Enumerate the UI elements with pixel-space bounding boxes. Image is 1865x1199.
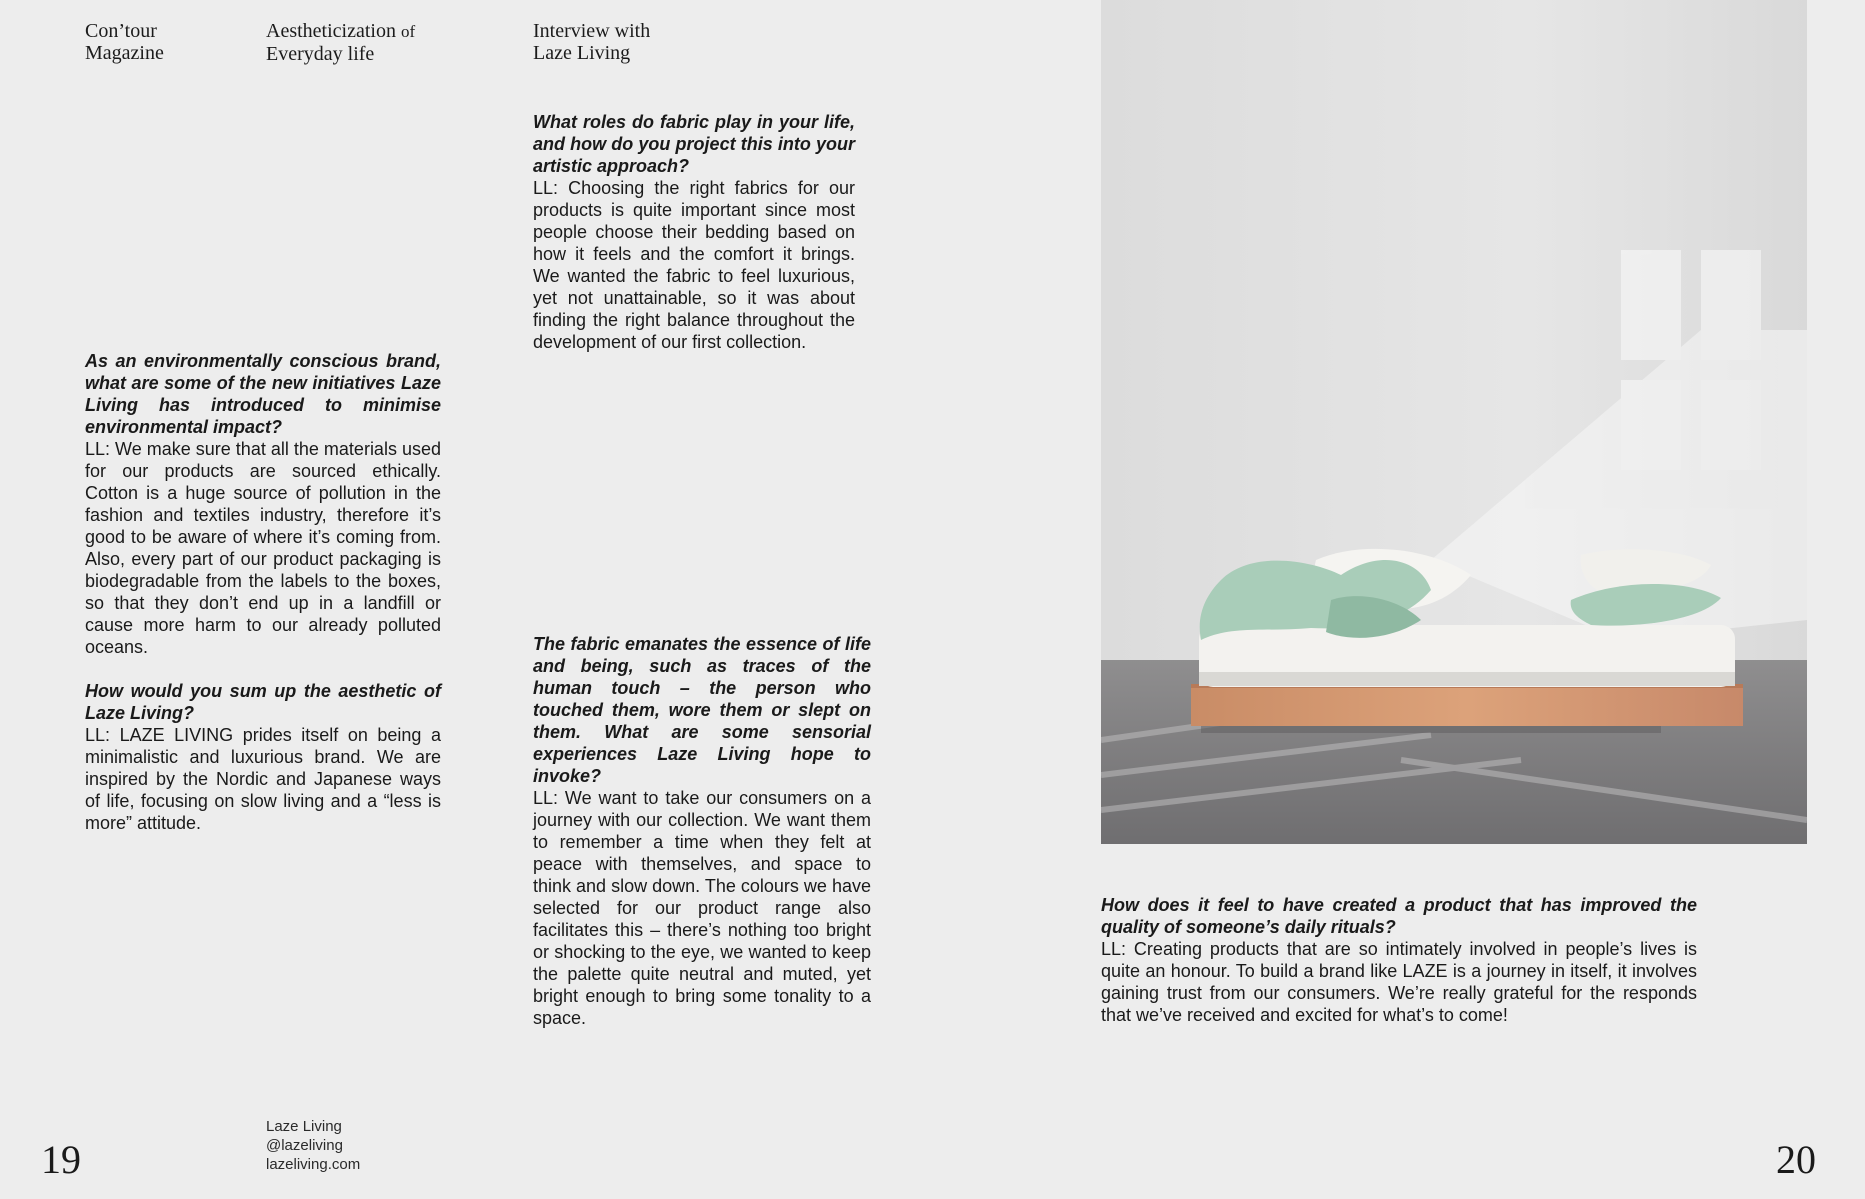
mattress-shadow [1199, 672, 1735, 686]
bed-frame [1191, 684, 1743, 726]
magazine-title [85, 20, 164, 64]
section-title [266, 20, 415, 65]
section-title-line2: Everyday life [266, 43, 375, 65]
right-qa [1101, 894, 1697, 1026]
credit-name: Laze Living [266, 1118, 342, 1135]
bed-photo [1101, 0, 1807, 844]
answer-fabric-role: LL: Choosing the right fabrics for our products is quite important since most people choose their bedding based on how it feels and the comfort it brings. We wanted the fabric to feel luxurious, yet not unattainable, so it was about finding the right balance throughout the development of our first collection. [533, 178, 855, 352]
question-daily-rituals: How does it feel to have created a product that has improved the quality of someone’s daily rituals? [1101, 895, 1697, 937]
article-title-line2: Laze Living [533, 42, 631, 64]
article-title-line1: Interview with [533, 20, 651, 42]
answer-aesthetic: LL: LAZE LIVING prides itself on being a minimalistic and luxurious brand. We are inspired by the Nordic and Japanese ways of life, focusing on slow living and a “less is more” attitude. [85, 725, 441, 833]
section-title-word: Aestheticization [266, 20, 396, 42]
question-aesthetic: How would you sum up the aesthetic of Laze Living? [85, 681, 441, 723]
question-sensorial: The fabric emanates the essence of life and being, such as traces of the human touch – the person who touched them, wore them or slept on them. What are some sensorial experiences Laze Living hope to invoke? [533, 634, 871, 786]
page-number-right: 20 [1776, 1137, 1816, 1182]
left-qa-column [85, 350, 441, 834]
middle-top-qa [533, 111, 855, 353]
magazine-title-line1: Con’tour [85, 20, 157, 42]
credit-handle: @lazeliving [266, 1137, 343, 1154]
answer-sensorial: LL: We want to take our consumers on a journey with our collection. We want them to remember a time when they felt at peace with themselves, and space to think and slow down. The colours we have selected for our product range also facilitates this – there’s nothing too bright or shocking to the eye, we wanted to keep the palette quite neutral and muted, yet bright enough to bring some tonality to a space. [533, 788, 871, 1028]
bed-illustration [1101, 0, 1807, 844]
article-title [533, 20, 650, 64]
answer-daily-rituals: LL: Creating products that are so intimately involved in people’s lives is quite an honour. To build a brand like LAZE is a journey in itself, it involves gaining trust from our consumers. We’re really grateful for the responds that we’ve received and excited for what’s to come! [1101, 939, 1697, 1025]
middle-bottom-qa [533, 633, 871, 1029]
magazine-title-line2: Magazine [85, 42, 164, 64]
question-environment: As an environmentally conscious brand, what are some of the new initiatives Laze Living has introduced to minimise environmental impact? [85, 351, 441, 437]
page-number-left: 19 [41, 1137, 81, 1182]
question-fabric-role: What roles do fabric play in your life, and how do you project this into your artistic approach? [533, 112, 855, 176]
photo-credits [266, 1117, 360, 1174]
credit-url: lazeliving.com [266, 1156, 361, 1173]
section-title-of: of [400, 22, 416, 41]
answer-environment: LL: We make sure that all the materials used for our products are sourced ethically. Cotton is a huge source of pollution in the fashion and textiles industry, therefore it’s good to be aware of where it’s coming from. Also, every part of our product packaging is biodegradable from the labels to the boxes, so that they don’t end up in a landfill or cause more harm to our already polluted oceans. [85, 439, 441, 657]
